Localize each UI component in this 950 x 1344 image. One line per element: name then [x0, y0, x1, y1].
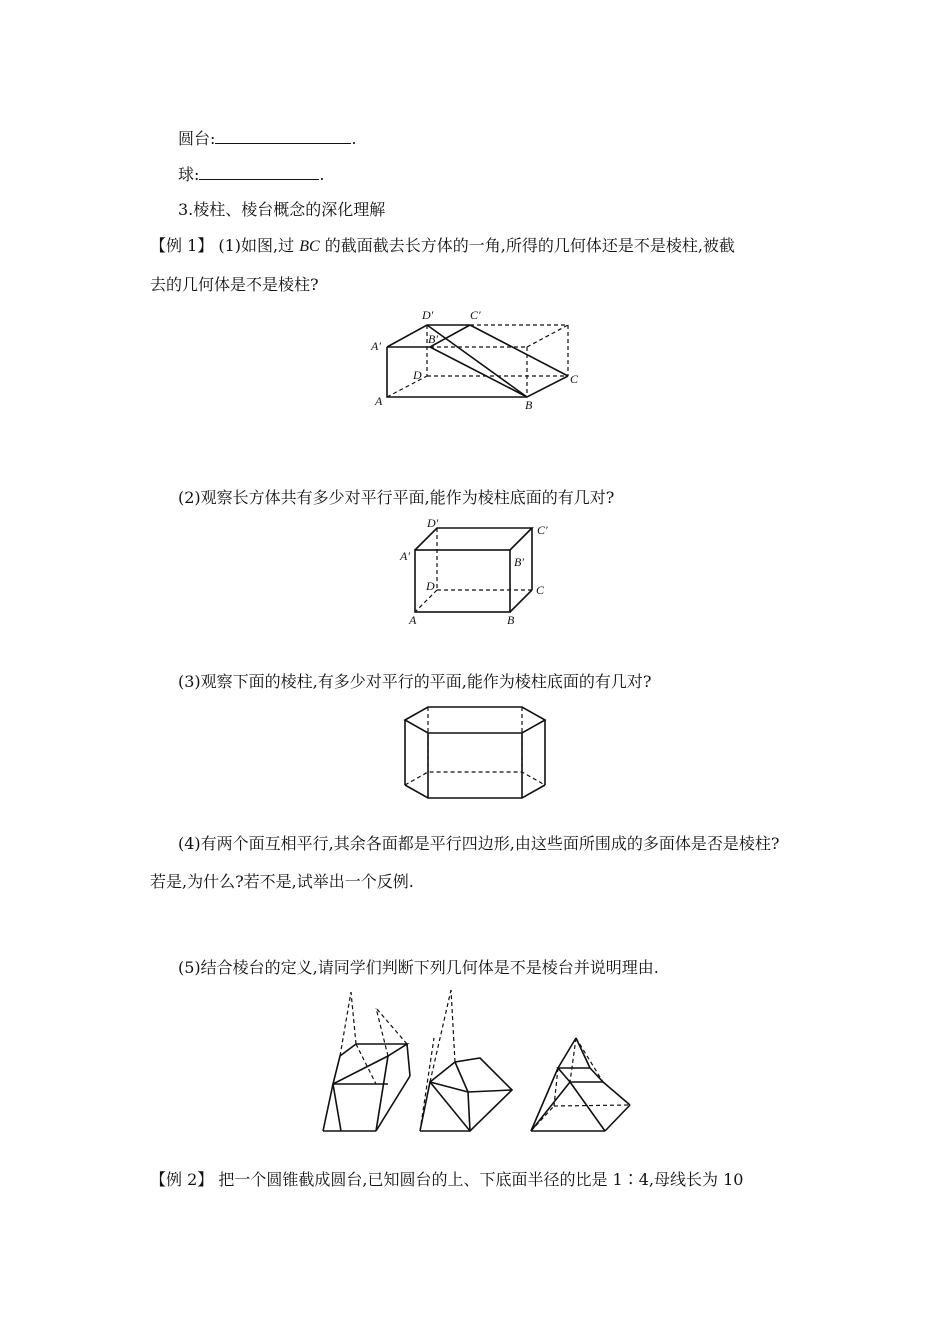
fig2-label-D1: D′ [427, 516, 439, 530]
figure3-solid-edges [405, 707, 545, 798]
example1-q4-line1: (4)有两个面互相平行,其余各面都是平行四边形,由这些面所围成的多面体是否是棱柱? [178, 834, 780, 853]
figure-cuboid [395, 515, 555, 630]
figure-hexagonal-prism [400, 705, 560, 805]
fig2-label-A: A [409, 613, 417, 627]
frustum-period: . [351, 129, 357, 148]
example1-tag: 【例 1】 [150, 236, 214, 255]
example1-q4-line2: 若是,为什么?若不是,试举出一个反例. [150, 872, 414, 891]
figure1-solid-edges [387, 325, 568, 397]
example2-line [150, 1170, 743, 1190]
fig1-label-D: D [413, 368, 422, 382]
example1-q2: (2)观察长方体共有多少对平行平面,能作为棱柱底面的有几对? [178, 488, 615, 507]
frustum-label: 圆台: [178, 129, 216, 148]
example1-q5: (5)结合棱台的定义,请同学们判断下列几何体是不是棱台并说明理由. [178, 958, 659, 977]
example2-text: 把一个圆锥截成圆台,已知圆台的上、下底面半径的比是 1∶4,母线长为 10 [218, 1170, 744, 1189]
figure3-dashed-edges [405, 707, 545, 785]
sphere-label: 球: [178, 165, 200, 184]
fig2-label-B: B [507, 613, 515, 627]
figure2-dashed-edges [415, 528, 532, 612]
solid-3 [531, 1038, 630, 1131]
figure2-solid-edges [415, 528, 532, 612]
example2-tag: 【例 2】 [150, 1170, 214, 1189]
fig2-label-B1: B′ [514, 555, 524, 569]
fig2-label-D: D [426, 579, 435, 593]
frustum-blank[interactable] [215, 128, 351, 144]
fig1-label-A: A [375, 394, 383, 408]
fig1-label-C: C [570, 372, 579, 386]
sphere-line [178, 164, 325, 185]
example1-q1-line2: 去的几何体是不是棱柱? [150, 275, 319, 294]
sphere-period: . [319, 165, 325, 184]
sphere-blank[interactable] [199, 164, 319, 180]
figure-three-solids [318, 988, 638, 1134]
fig2-label-C: C [536, 583, 545, 597]
fig1-label-C1: C′ [470, 308, 481, 322]
frustum-line [178, 128, 357, 149]
example1-q1 [150, 236, 735, 257]
fig1-label-B: B [525, 398, 533, 412]
q1-text-post: 的截面截去长方体的一角,所得的几何体还是不是棱柱,被截 [319, 236, 735, 255]
example1-q3: (3)观察下面的棱柱,有多少对平行的平面,能作为棱柱底面的有几对? [178, 672, 652, 691]
fig1-label-A1: A′ [371, 339, 381, 353]
solid-1 [323, 992, 410, 1131]
q1-bc: BC [299, 238, 320, 255]
fig2-label-A1: A′ [400, 549, 410, 563]
q1-text-pre: (1)如图,过 [218, 236, 300, 255]
solid-2 [420, 990, 512, 1131]
fig1-label-B1: B′ [428, 332, 438, 346]
fig1-label-D1: D′ [422, 308, 434, 322]
section-heading: 3.棱柱、棱台概念的深化理解 [178, 200, 386, 219]
fig2-label-C1: C′ [537, 523, 548, 537]
figure-cut-cuboid [360, 305, 600, 415]
